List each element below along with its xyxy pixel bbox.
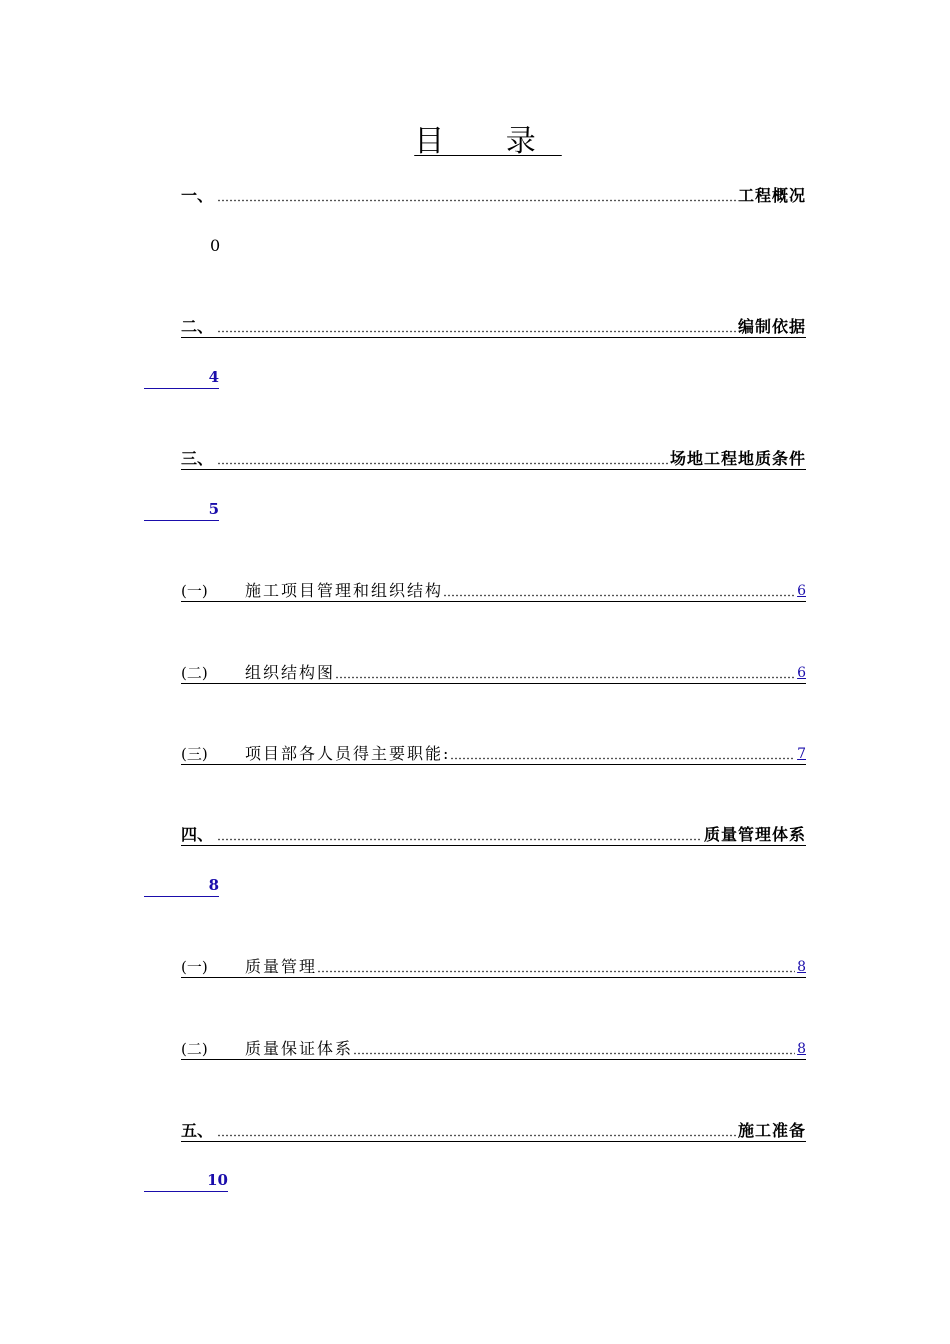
- toc-entry-heading: 工程概况: [737, 186, 806, 205]
- toc-entry-number: 二、: [181, 317, 214, 336]
- toc-entry-3[interactable]: [181, 447, 806, 470]
- toc-page-link[interactable]: 4: [144, 368, 219, 389]
- toc-entry-heading: 项目部各人员得主要职能:: [245, 744, 451, 763]
- toc-page-link[interactable]: 6: [797, 665, 806, 681]
- toc-entry-4[interactable]: [181, 823, 806, 846]
- toc-page-link[interactable]: 7: [797, 746, 806, 762]
- dot-leader: [317, 961, 795, 973]
- dot-leader: [450, 748, 795, 760]
- dot-leader: [353, 1043, 795, 1055]
- toc-entry-heading: 质量管理: [245, 957, 318, 976]
- toc-entry-number: 一、: [181, 186, 214, 205]
- toc-entry-number: 三、: [181, 449, 214, 468]
- toc-page-link[interactable]: 8: [797, 1041, 806, 1057]
- toc-title: 目 录: [414, 124, 562, 159]
- toc-entry-number: (二): [181, 664, 208, 682]
- toc-page-link[interactable]: 6: [797, 583, 806, 599]
- toc-subentry-4-1[interactable]: [181, 955, 806, 978]
- toc-subentry-3-2[interactable]: [181, 661, 806, 684]
- toc-entry-heading: 编制依据: [737, 317, 806, 336]
- toc-entry-number: 五、: [181, 1121, 214, 1140]
- dot-leader: [217, 190, 736, 202]
- toc-subentry-3-3[interactable]: [181, 742, 806, 765]
- toc-entry-number: (二): [181, 1040, 208, 1058]
- toc-page-number: 0: [210, 236, 221, 255]
- toc-entry-number: 四、: [181, 825, 214, 844]
- toc-entry-5[interactable]: [181, 1119, 806, 1142]
- toc-page-link[interactable]: 8: [797, 959, 806, 975]
- dot-leader: [217, 829, 702, 841]
- toc-entry-number: (一): [181, 958, 208, 976]
- dot-leader: [443, 585, 795, 597]
- toc-entry-2[interactable]: [181, 315, 806, 338]
- toc-entry-number: (一): [181, 582, 208, 600]
- toc-subentry-3-1[interactable]: [181, 579, 806, 602]
- toc-page-link[interactable]: 10: [144, 1171, 228, 1192]
- dot-leader: [217, 453, 668, 465]
- toc-entry-heading: 质量保证体系: [245, 1039, 354, 1058]
- toc-entry-heading: 组织结构图: [245, 663, 336, 682]
- toc-entry-heading: 质量管理体系: [703, 825, 806, 844]
- toc-entry-number: (三): [181, 745, 208, 763]
- dot-leader: [217, 1125, 736, 1137]
- toc-entry-heading: 场地工程地质条件: [669, 449, 806, 468]
- toc-page-link[interactable]: 5: [144, 500, 219, 521]
- toc-entry-heading: 施工项目管理和组织结构: [245, 581, 444, 600]
- toc-subentry-4-2[interactable]: [181, 1037, 806, 1060]
- dot-leader: [335, 667, 795, 679]
- toc-entry-heading: 施工准备: [737, 1121, 806, 1140]
- toc-page-link[interactable]: 8: [144, 876, 219, 897]
- toc-entry-1[interactable]: [181, 184, 806, 206]
- dot-leader: [217, 321, 736, 333]
